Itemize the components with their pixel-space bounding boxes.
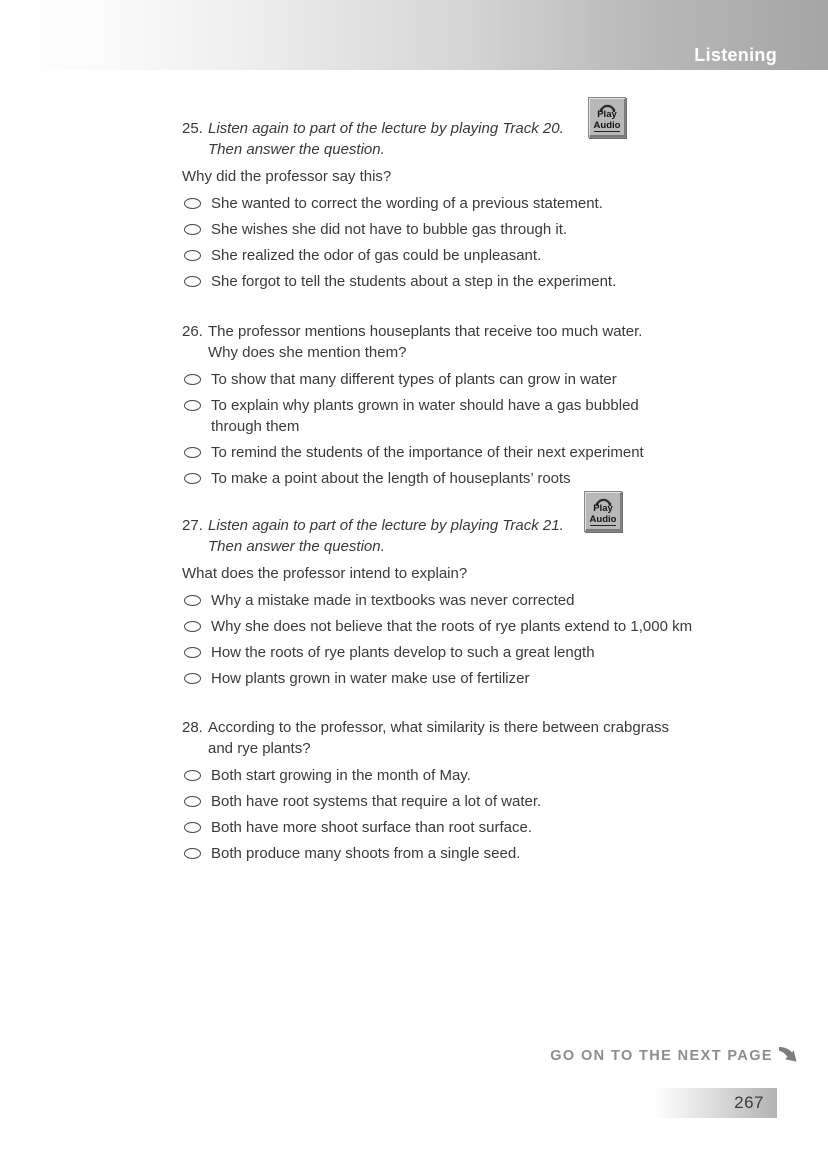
page-number: 267 xyxy=(734,1093,764,1112)
answer-bubble[interactable] xyxy=(184,848,201,859)
page-number-bar xyxy=(657,1088,777,1118)
question-number: 26. xyxy=(182,323,203,340)
option-text: She wanted to correct the wording of a previous statement. xyxy=(211,195,603,212)
go-on-to-next-page xyxy=(550,1046,799,1066)
question-26 xyxy=(182,321,716,494)
instruction-line: Then answer the question. xyxy=(208,538,385,555)
next-page-arrow-icon xyxy=(779,1046,799,1067)
instruction-line: Listen again to part of the lecture by playing Track 21. xyxy=(208,517,564,534)
option-text: How the roots of rye plants develop to such a great length xyxy=(211,644,595,661)
answer-option[interactable] xyxy=(182,193,716,214)
option-text: Why she does not believe that the roots of rye plants extend to 1,000 km xyxy=(211,618,693,635)
option-text: Why a mistake made in textbooks was never corrected xyxy=(211,592,575,609)
option-text: She realized the odor of gas could be unpleasant. xyxy=(211,247,542,264)
option-text: She forgot to tell the students about a step in the experiment. xyxy=(211,273,617,290)
question-prompt-line: According to the professor, what similarity is there between crabgrass xyxy=(208,719,670,736)
answer-option[interactable] xyxy=(182,642,716,663)
question-27 xyxy=(182,515,716,694)
option-text: Both produce many shoots from a single seed. xyxy=(211,845,521,862)
answer-bubble[interactable] xyxy=(184,250,201,261)
option-text: through them xyxy=(211,418,300,435)
question-number: 28. xyxy=(182,719,203,736)
audio-label: Audio xyxy=(589,513,617,525)
answer-bubble[interactable] xyxy=(184,796,201,807)
answer-bubble[interactable] xyxy=(184,447,201,458)
option-text: Both have more shoot surface than root surface. xyxy=(211,819,533,836)
answer-bubble[interactable] xyxy=(184,770,201,781)
question-28 xyxy=(182,717,716,869)
answer-bubble[interactable] xyxy=(184,374,201,385)
question-number: 27. xyxy=(182,517,203,534)
answer-option[interactable] xyxy=(182,817,716,838)
answer-bubble[interactable] xyxy=(184,673,201,684)
answer-option[interactable] xyxy=(182,245,716,266)
answer-bubble[interactable] xyxy=(184,822,201,833)
answer-option[interactable] xyxy=(182,590,716,611)
question-prompt-line: and rye plants? xyxy=(208,740,311,757)
answer-bubble[interactable] xyxy=(184,647,201,658)
answer-bubble[interactable] xyxy=(184,473,201,484)
question-prompt-line: The professor mentions houseplants that receive too much water. xyxy=(208,323,643,340)
option-text: To explain why plants grown in water should have a gas bubbled xyxy=(211,397,639,414)
play-audio-button[interactable] xyxy=(584,491,622,532)
answer-bubble[interactable] xyxy=(184,224,201,235)
option-text: She wishes she did not have to bubble gas through it. xyxy=(211,221,568,238)
section-header-banner xyxy=(0,0,828,70)
question-number: 25. xyxy=(182,120,203,137)
answer-option[interactable] xyxy=(182,442,716,463)
question-25 xyxy=(182,118,716,297)
answer-bubble[interactable] xyxy=(184,595,201,606)
answer-option[interactable] xyxy=(182,791,716,812)
question-prompt-line: Why does she mention them? xyxy=(208,344,407,361)
play-audio-button[interactable] xyxy=(588,97,626,138)
instruction-line: Then answer the question. xyxy=(208,141,385,158)
section-title: Listening xyxy=(694,45,777,65)
answer-option[interactable] xyxy=(182,395,716,437)
play-label: Play xyxy=(593,503,613,514)
go-on-label: GO ON TO THE NEXT PAGE xyxy=(550,1048,773,1064)
answer-bubble[interactable] xyxy=(184,276,201,287)
answer-option[interactable] xyxy=(182,369,716,390)
answer-option[interactable] xyxy=(182,765,716,786)
answer-bubble[interactable] xyxy=(184,400,201,411)
option-text: How plants grown in water make use of fertilizer xyxy=(211,670,530,687)
answer-option[interactable] xyxy=(182,668,716,689)
answer-bubble[interactable] xyxy=(184,198,201,209)
option-text: Both start growing in the month of May. xyxy=(211,767,471,784)
answer-bubble[interactable] xyxy=(184,621,201,632)
answer-option[interactable] xyxy=(182,843,716,864)
question-prompt: Why did the professor say this? xyxy=(182,168,392,185)
answer-option[interactable] xyxy=(182,271,716,292)
answer-option[interactable] xyxy=(182,219,716,240)
audio-label: Audio xyxy=(593,119,621,131)
question-prompt: What does the professor intend to explain? xyxy=(182,565,468,582)
answer-option[interactable] xyxy=(182,616,716,637)
option-text: Both have root systems that require a lot of water. xyxy=(211,793,542,810)
answer-option[interactable] xyxy=(182,468,716,489)
instruction-line: Listen again to part of the lecture by playing Track 20. xyxy=(208,120,564,137)
option-text: To show that many different types of plants can grow in water xyxy=(211,371,617,388)
play-label: Play xyxy=(597,109,617,120)
option-text: To remind the students of the importance of their next experiment xyxy=(211,444,644,461)
option-text: To make a point about the length of houseplants’ roots xyxy=(211,470,571,487)
